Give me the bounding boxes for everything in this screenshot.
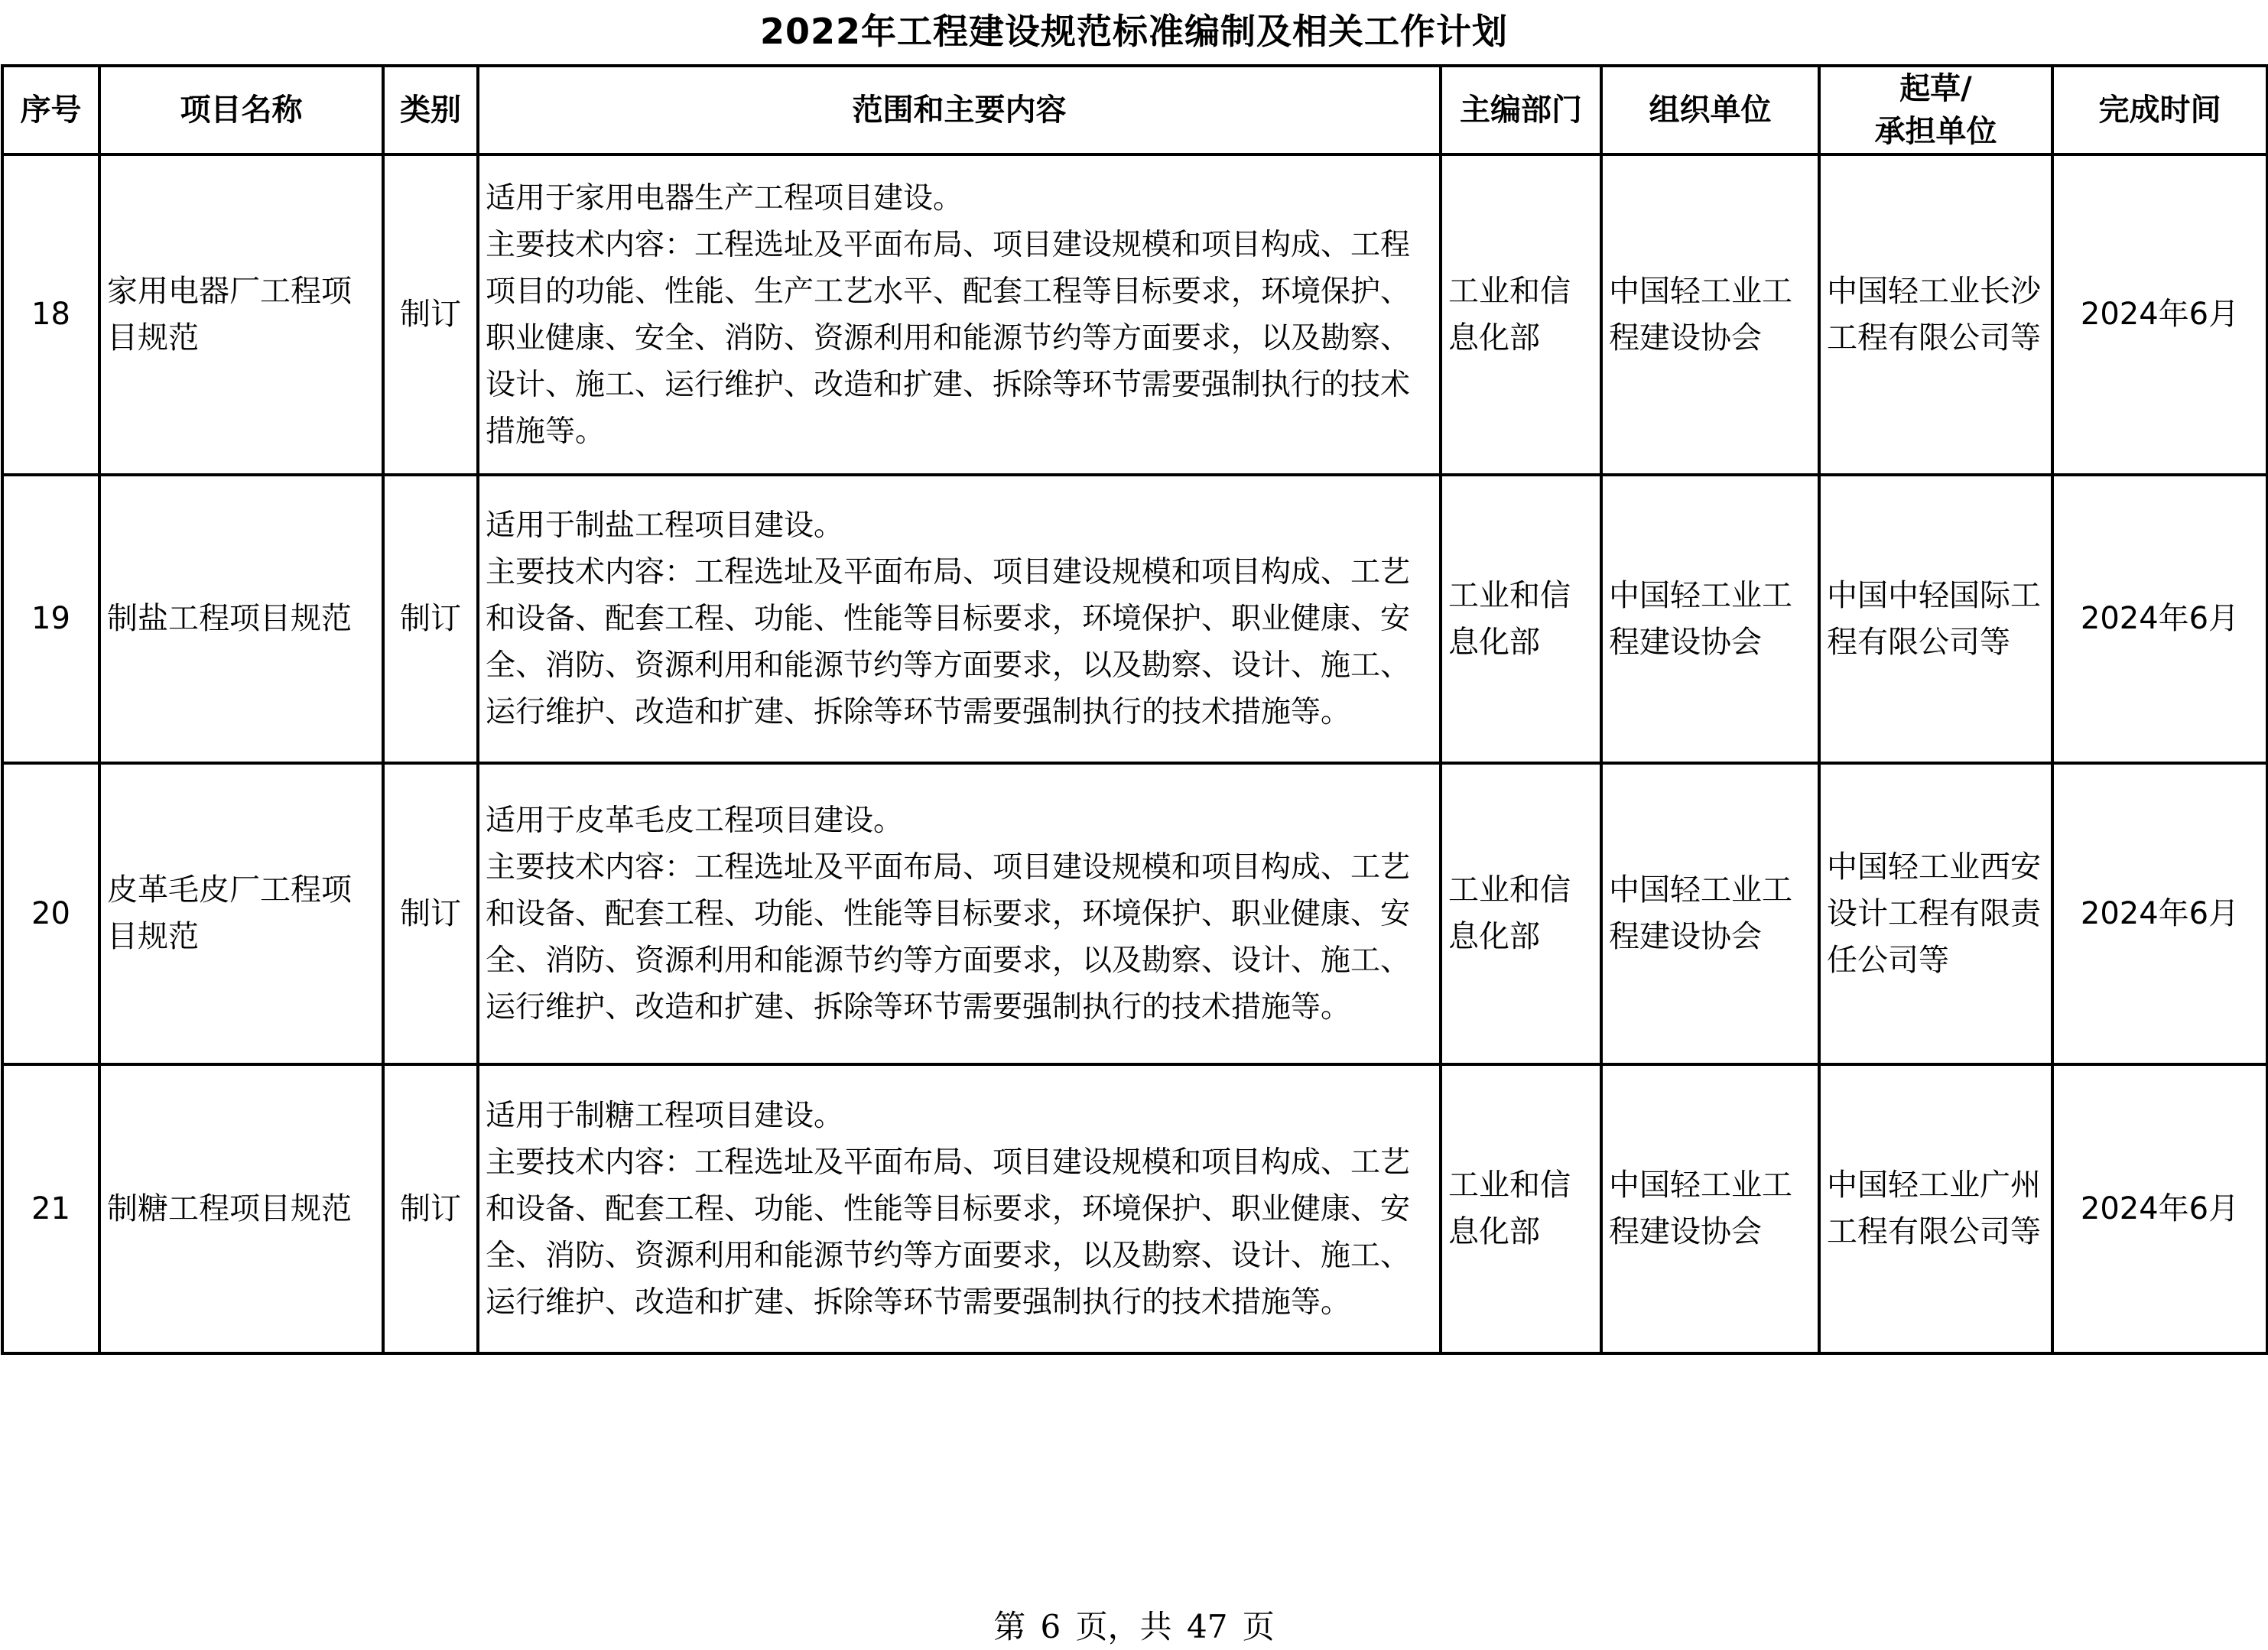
row-name: 家用电器厂工程项目规范 bbox=[99, 154, 383, 475]
row-scope bbox=[478, 475, 1441, 763]
row-type: 制订 bbox=[383, 475, 478, 763]
row-scope-applicability: 适用于制糖工程项目建设。 bbox=[486, 1098, 844, 1133]
row-draft: 中国轻工业长沙工程有限公司等 bbox=[1819, 154, 2052, 475]
row-date: 2024年6月 bbox=[2052, 154, 2267, 475]
row-name: 皮革毛皮厂工程项目规范 bbox=[99, 763, 383, 1064]
header-dept: 主编部门 bbox=[1441, 66, 1601, 154]
row-date: 2024年6月 bbox=[2052, 475, 2267, 763]
row-draft: 中国轻工业广州工程有限公司等 bbox=[1819, 1064, 2052, 1353]
header-name: 项目名称 bbox=[99, 66, 383, 154]
row-dept: 工业和信息化部 bbox=[1441, 763, 1601, 1064]
row-scope bbox=[478, 763, 1441, 1064]
row-scope-content: 主要技术内容：工程选址及平面布局、项目建设规模和项目构成、工艺和设备、配套工程、功能、性能等目标要求，环境保护、职业健康、安全、消防、资源利用和能源节约等方面要求，以及勘察、设计、施工、运行维护、改造和扩建、拆除等环节需要强制执行的技术措施等。 bbox=[486, 1145, 1411, 1320]
header-num: 序号 bbox=[2, 66, 99, 154]
header-draft-line1: 起草/ bbox=[1899, 71, 1972, 106]
row-scope-applicability: 适用于制盐工程项目建设。 bbox=[486, 508, 844, 543]
row-org: 中国轻工业工程建设协会 bbox=[1601, 763, 1819, 1064]
header-scope: 范围和主要内容 bbox=[478, 66, 1441, 154]
row-scope bbox=[478, 154, 1441, 475]
row-date: 2024年6月 bbox=[2052, 763, 2267, 1064]
header-draft bbox=[1819, 66, 2052, 154]
row-num: 21 bbox=[2, 1064, 99, 1353]
row-dept: 工业和信息化部 bbox=[1441, 475, 1601, 763]
header-row bbox=[2, 66, 2267, 154]
row-type: 制订 bbox=[383, 154, 478, 475]
page-title: 2022年工程建设规范标准编制及相关工作计划 bbox=[759, 11, 1509, 52]
row-type: 制订 bbox=[383, 763, 478, 1064]
row-scope-applicability: 适用于家用电器生产工程项目建设。 bbox=[486, 180, 963, 216]
row-name: 制糖工程项目规范 bbox=[99, 1064, 383, 1353]
row-dept: 工业和信息化部 bbox=[1441, 154, 1601, 475]
row-org: 中国轻工业工程建设协会 bbox=[1601, 475, 1819, 763]
row-scope-content: 主要技术内容：工程选址及平面布局、项目建设规模和项目构成、工艺和设备、配套工程、功能、性能等目标要求，环境保护、职业健康、安全、消防、资源利用和能源节约等方面要求，以及勘察、设计、施工、运行维护、改造和扩建、拆除等环节需要强制执行的技术措施等。 bbox=[486, 555, 1411, 729]
row-date: 2024年6月 bbox=[2052, 1064, 2267, 1353]
row-type: 制订 bbox=[383, 1064, 478, 1353]
row-scope-applicability: 适用于皮革毛皮工程项目建设。 bbox=[486, 803, 904, 838]
row-name: 制盐工程项目规范 bbox=[99, 475, 383, 763]
row-scope-content: 主要技术内容：工程选址及平面布局、项目建设规模和项目构成、工艺和设备、配套工程、功能、性能等目标要求，环境保护、职业健康、安全、消防、资源利用和能源节约等方面要求，以及勘察、设计、施工、运行维护、改造和扩建、拆除等环节需要强制执行的技术措施等。 bbox=[486, 849, 1411, 1025]
row-num: 18 bbox=[2, 154, 99, 475]
table-row bbox=[2, 763, 2267, 1064]
row-num: 19 bbox=[2, 475, 99, 763]
header-org: 组织单位 bbox=[1601, 66, 1819, 154]
row-dept: 工业和信息化部 bbox=[1441, 1064, 1601, 1353]
row-scope-content: 主要技术内容：工程选址及平面布局、项目建设规模和项目构成、工程项目的功能、性能、生产工艺水平、配套工程等目标要求，环境保护、职业健康、安全、消防、资源利用和能源节约等方面要求，以及勘察、设计、施工、运行维护、改造和扩建、拆除等环节需要强制执行的技术措施等。 bbox=[486, 227, 1411, 449]
table-row bbox=[2, 1064, 2267, 1353]
row-num: 20 bbox=[2, 763, 99, 1064]
header-type: 类别 bbox=[383, 66, 478, 154]
page-number-footer: 第 6 页，共 47 页 bbox=[993, 1608, 1275, 1645]
header-date: 完成时间 bbox=[2052, 66, 2267, 154]
header-draft-line2: 承担单位 bbox=[1874, 114, 1997, 149]
row-draft: 中国轻工业西安设计工程有限责任公司等 bbox=[1819, 763, 2052, 1064]
row-scope bbox=[478, 1064, 1441, 1353]
table-row bbox=[2, 475, 2267, 763]
row-org: 中国轻工业工程建设协会 bbox=[1601, 154, 1819, 475]
row-org: 中国轻工业工程建设协会 bbox=[1601, 1064, 1819, 1353]
table-row bbox=[2, 154, 2267, 475]
plan-table bbox=[1, 64, 2268, 1355]
row-draft: 中国中轻国际工程有限公司等 bbox=[1819, 475, 2052, 763]
